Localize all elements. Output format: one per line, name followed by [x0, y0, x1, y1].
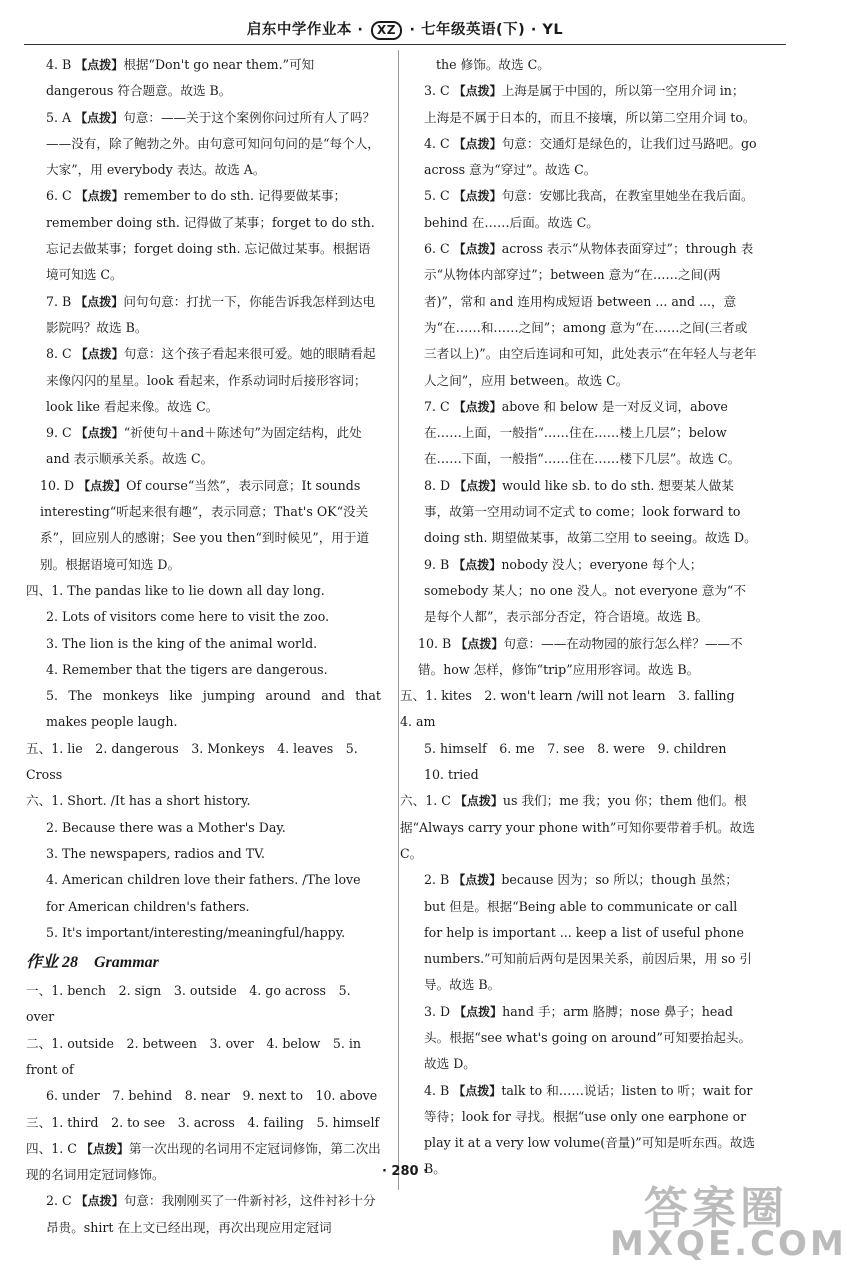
- assignment-title: 作业 28 Grammar: [26, 954, 159, 972]
- grammar-section-4: [26, 1188, 381, 1241]
- grammar-section-4: [26, 1136, 381, 1189]
- answer-text: Of course“当然”，表示同意；It sounds interesting“听起来很有趣”，表示同意；That's OK“没关系”，回应别人的感谢；See you then“到时候见”，用于道别。根据语境可知选 D。: [40, 477, 370, 572]
- tip-tag: 【点拨】: [75, 110, 124, 125]
- answer-number: 3. D: [424, 1003, 451, 1019]
- section-label: 五、: [26, 740, 52, 756]
- tip-tag: 【点拨】: [75, 426, 124, 441]
- answer-text: because 因为；so 所以；though 虽然；but 但是。根据“Being able to communicate or call for help is important ... keep a list of useful phone numbers.”可知前后两句是因果关系，前因后果，用 so 引导。故选 B。: [424, 872, 752, 993]
- answer-item: [412, 473, 757, 552]
- answer-text: 句意：安娜比我高，在教室里她坐在我后面。behind 在……后面。故选 C。: [424, 188, 754, 230]
- tip-tag: 【点拨】: [75, 189, 124, 204]
- section-4-item: [26, 657, 381, 683]
- answer-item: [26, 52, 381, 105]
- section-6-right: [412, 867, 757, 998]
- answer-text: 句意：——在动物园的旅行怎么样？——不错。how 怎样，修饰“trip”应用形容词。故选 B。: [418, 635, 743, 677]
- answer-text: us 我们；me 我；you 你；them 他们。根据“Always carry your phone with”可知你要带着手机。故选 C。: [400, 793, 755, 861]
- tip-tag: 【点拨】: [453, 136, 502, 151]
- answer-item: [26, 183, 381, 288]
- tip-tag: 【点拨】: [453, 557, 502, 572]
- watermark-text-bottom: MXQE.COM: [610, 1224, 847, 1264]
- section-6-item: [26, 867, 381, 920]
- short-answer: 1. Short. /It has a short history.: [51, 793, 251, 809]
- answer-item: [26, 289, 381, 342]
- tip-tag: 【点拨】: [453, 84, 502, 99]
- answer-number: 10. B: [418, 635, 452, 651]
- section-4-item: [26, 604, 381, 630]
- grammar-section-2: [26, 1083, 381, 1109]
- answer-text: 句意：我刚刚买了一件新衬衫，这件衬衫十分昂贵。shirt 在上文已经出现，再次出现应用定冠词: [46, 1193, 376, 1235]
- tip-tag: 【点拨】: [453, 242, 502, 257]
- answer-number: 9. C: [46, 425, 72, 441]
- answer-text: “祈使句＋and＋陈述句”为固定结构，此处 and 表示顺承关系。故选 C。: [46, 425, 362, 467]
- short-answer: 4. American children love their fathers. /The love for American children's fathers.: [46, 872, 361, 914]
- answer-text: talk to 和……说话；listen to 听；wait for 等待；look for 寻找。根据“use only one earphone or play it at a very low volume(音量)”可知是听东西。故选 B。: [424, 1082, 756, 1177]
- section-label: 四、: [26, 582, 52, 598]
- section-5-right: [400, 683, 757, 736]
- section-6-item: [26, 841, 381, 867]
- sentence-answer: 2. Lots of visitors come here to visit the zoo.: [46, 609, 330, 625]
- section-4-item: [26, 578, 381, 604]
- answer-item: [412, 236, 757, 394]
- answer-text: nobody 没人；everyone 每个人；somebody 某人；no one 没人。not everyone 意为“不是每个人都”，表示部分否定，符合语境。故选 B。: [424, 556, 746, 625]
- word-answers: 1. bench 2. sign 3. outside 4. go across 5. over: [26, 983, 351, 1025]
- section-label: 三、: [26, 1114, 52, 1130]
- answer-number: 4. C: [424, 135, 450, 151]
- answer-item: [26, 105, 381, 184]
- answer-number: 9. B: [424, 556, 450, 572]
- tip-tag: 【点拨】: [453, 189, 502, 204]
- tip-tag: 【点拨】: [80, 1141, 129, 1156]
- left-column: [26, 52, 381, 1241]
- tip-tag: 【点拨】: [75, 347, 124, 362]
- section-label: 五、: [400, 688, 426, 704]
- word-answers: 1. lie 2. dangerous 3. Monkeys 4. leaves 5. Cross: [26, 740, 358, 783]
- tip-tag: 【点拨】: [455, 636, 504, 651]
- answer-text: above 和 below 是一对反义词，above 在……上面，一般指“……住在……楼上几层”；below 在……下面，一般指“……住在……楼下几层”。故选 C。: [424, 398, 741, 467]
- section-4-item: [26, 683, 381, 736]
- section-label: 一、: [26, 983, 52, 999]
- answer-number: 8. C: [46, 346, 72, 362]
- word-answers: 1. outside 2. between 3. over 4. below 5. in front of: [26, 1035, 362, 1077]
- answer-number: 3. C: [424, 83, 450, 99]
- header-rule: [24, 44, 786, 45]
- tip-tag: 【点拨】: [75, 294, 124, 309]
- tip-tag: 【点拨】: [75, 1194, 124, 1209]
- short-answer: 5. It's important/interesting/meaningful/happy.: [46, 924, 346, 940]
- answer-number: 2. C: [46, 1193, 72, 1209]
- word-answers: 1. third 2. to see 3. across 4. failing 5. himself: [51, 1114, 380, 1130]
- answer-text: would like sb. to do sth. 想要某人做某事，故第一空用动词不定式 to come；look forward to doing sth. 期望做某事，故第二空用 to seeing。故选 D。: [424, 477, 757, 546]
- page-number: · 280 ·: [381, 1164, 429, 1179]
- answer-number: 5. C: [424, 188, 450, 204]
- answer-text: 第一次出现的名词用不定冠词修饰，第二次出现的名词用定冠词修饰。: [26, 1140, 381, 1183]
- answer-item: [26, 341, 381, 420]
- answer-text: across 表示“从物体表面穿过”；through 表示“从物体内部穿过”；between 意为“在……之间(两者)”，常和 and 连用构成短语 between ... and ...，意为“在……和……之间”；among 意为“在……之间(三者或三者以上)”。由空后连词和可知，此处表示“在年轻人与老年人之间”，应用 between。故选 C。: [424, 241, 757, 388]
- answer-text: 句意：这个孩子看起来很可爱。她的眼睛看起来像闪闪的星星。look 看起来，作系动词时后接形容词；look like 看起来像。故选 C。: [46, 346, 376, 414]
- word-answers: 1. kites 2. won't learn /will not learn 3. falling 4. am: [400, 688, 748, 730]
- grammar-section-1: [26, 978, 381, 1031]
- answer-text: 句意：——关于这个案例你问过所有人了吗？——没有，除了鲍勃之外。由句意可知问句问的是“每个人，大家”，用 everybody 表达。故选 A。: [46, 109, 380, 178]
- section-5: [26, 736, 381, 789]
- answer-number: 2. B: [424, 872, 450, 888]
- section-6-item: [26, 815, 381, 841]
- answer-number: 7. B: [46, 293, 72, 309]
- answer-item: [412, 78, 757, 131]
- short-answer: 2. Because there was a Mother's Day.: [46, 819, 286, 835]
- tip-tag: 【点拨】: [454, 478, 503, 493]
- answer-number: 1. C: [51, 1140, 77, 1156]
- answer-item: [412, 552, 757, 631]
- tip-tag: 【点拨】: [454, 794, 503, 809]
- sentence-answer: 4. Remember that the tigers are dangerous.: [46, 661, 328, 677]
- answer-number: 4. B: [46, 57, 72, 72]
- section-label: 六、: [400, 793, 426, 809]
- column-divider: [398, 50, 399, 1190]
- answer-text: remember to do sth. 记得要做某事；remember doing sth. 记得做了某事；forget to do sth. 忘记去做某事；forget doing sth. 忘记做过某事。根据语境可知选 C。: [46, 188, 375, 283]
- section-label: 六、: [26, 793, 52, 809]
- section-6-item: [26, 920, 381, 946]
- tip-tag: 【点拨】: [453, 399, 502, 414]
- answer-number: 7. C: [424, 398, 450, 414]
- answer-number: 4. B: [424, 1082, 450, 1098]
- answer-item: [412, 394, 757, 473]
- section-label: 四、: [26, 1140, 52, 1156]
- answer-number: 6. C: [46, 188, 72, 204]
- answer-number: 5. A: [46, 109, 72, 125]
- section-label: 二、: [26, 1035, 52, 1051]
- word-answers: 6. under 7. behind 8. near 9. next to 10. above: [46, 1088, 378, 1104]
- grammar-section-2: [26, 1031, 381, 1084]
- section-5-right: [412, 736, 757, 789]
- answer-text: 问句句意：打扰一下，你能告诉我怎样到达电影院吗？故选 B。: [46, 293, 376, 335]
- header-title-left: 启东中学作业本 ·: [246, 22, 364, 38]
- xz-badge: XZ: [371, 21, 402, 40]
- tip-tag: 【点拨】: [78, 478, 127, 493]
- word-answers: 5. himself 6. me 7. see 8. were 9. children 10. tried: [424, 740, 740, 783]
- answer-item: [26, 420, 381, 473]
- continued-text: the 修饰。故选 C。: [436, 57, 550, 72]
- answer-text: hand 手；arm 胳膊；nose 鼻子；head 头。根据“see what's going on around”可知要抬起头。故选 D。: [424, 1003, 752, 1072]
- page-header: [0, 18, 810, 40]
- answer-item: [412, 183, 757, 236]
- watermark-text-top: 答案圈: [644, 1183, 788, 1234]
- grammar-section-3: [26, 1110, 381, 1136]
- answer-number: 10. D: [40, 477, 75, 493]
- answer-item: [26, 473, 381, 578]
- short-answer: 3. The newspapers, radios and TV.: [46, 845, 266, 861]
- tip-tag: 【点拨】: [453, 873, 502, 888]
- section-6-right: [400, 788, 757, 867]
- sentence-answer: 5. The monkeys like jumping around and that makes people laugh.: [46, 688, 381, 730]
- tip-tag: 【点拨】: [454, 1004, 503, 1019]
- answer-text: 句意：交通灯是绿色的，让我们过马路吧。go across 意为“穿过”。故选 C。: [424, 135, 757, 178]
- header-title-right: · 七年级英语(下) · YL: [409, 22, 564, 38]
- tip-tag: 【点拨】: [453, 1083, 502, 1098]
- section-4-item: [26, 631, 381, 657]
- section-6-item: [26, 788, 381, 814]
- answer-text: 上海是属于中国的，所以第一空用介词 in；上海是不属于日本的，而且不接壤，所以第二空用介词 to。: [424, 83, 756, 125]
- sentence-answer: 1. The pandas like to lie down all day long.: [51, 582, 325, 598]
- answer-number: 6. C: [424, 241, 450, 257]
- answer-item: [412, 131, 757, 184]
- section-6-right: [412, 999, 757, 1078]
- answer-number: 1. C: [425, 793, 451, 809]
- answer-text: 根据“Don't go near them.”可知 dangerous 符合题意。故选 B。: [46, 57, 315, 99]
- answer-item: [412, 631, 757, 684]
- sentence-answer: 3. The lion is the king of the animal world.: [46, 635, 318, 651]
- watermark-logo: [604, 1172, 847, 1272]
- tip-tag: 【点拨】: [75, 58, 124, 72]
- answer-number: 8. D: [424, 477, 451, 493]
